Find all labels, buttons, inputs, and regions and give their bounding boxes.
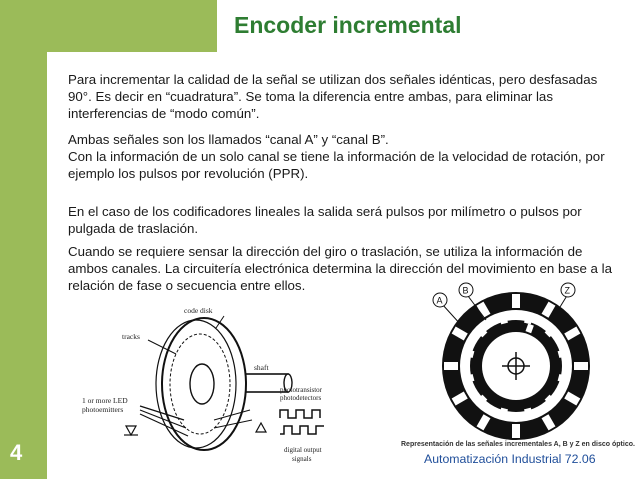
paragraph-quadrature: Para incrementar la calidad de la señal se utilizan dos señales idénticas, pero desfasadas 90°. Es decir en “cuadratura”. Se toma la diferencia entre ambas, para eliminar las interferencias de “modo común”. [68,72,598,121]
slide-title: Encoder incremental [234,12,462,38]
footer-course: Automatización Industrial 72.06 [424,452,596,466]
detector-symbol [256,423,266,432]
code-disk-diagram [74,302,334,470]
paragraph-linear: En el caso de los codificadores lineales la salida será pulsos por milímetro o pulsos por pulgada de traslación. [68,204,582,236]
output-wave-b [280,426,324,434]
top-accent-band [47,0,217,52]
label-led-line2: photoemitters [82,405,124,414]
label-photo-line2: photodetectors [280,394,322,402]
output-wave-a [280,410,320,418]
optical-disk-caption: Representación de las señales incrementales A, B y Z en disco óptico. [401,441,635,448]
disk-hub [190,364,214,404]
left-accent-band [0,0,47,479]
label-tracks: tracks [122,332,140,341]
label-photo-line1: phototransistor [280,386,322,394]
label-b: B [462,285,469,296]
paragraph-channels-line1: Ambas señales son los llamados “canal A” y “canal B”. [68,132,389,147]
paragraph-direction: Cuando se requiere sensar la dirección del giro o traslación, se utiliza la información de ambos canales. La circuitería electrónica determina la dirección del movimiento en base a la relación de fase o secuencia entre ellos. [68,244,612,293]
led-symbol [126,426,136,435]
slide-number: 4 [10,440,23,465]
paragraph-channels-line2: Con la información de un solo canal se tiene la información de la velocidad de rotación, por ejemplo los pulsos por revolución (PPR). [68,149,605,181]
label-output-line2: signals [292,455,312,463]
label-code-disk: code disk [184,306,213,315]
label-led-line1: 1 or more LED [82,396,128,405]
optical-disk-diagram [402,280,634,452]
label-output-line1: digital output [284,446,322,454]
label-a: A [436,295,443,306]
label-shaft: shaft [254,363,269,372]
paragraph-channels [68,131,608,182]
label-z: Z [564,285,570,296]
